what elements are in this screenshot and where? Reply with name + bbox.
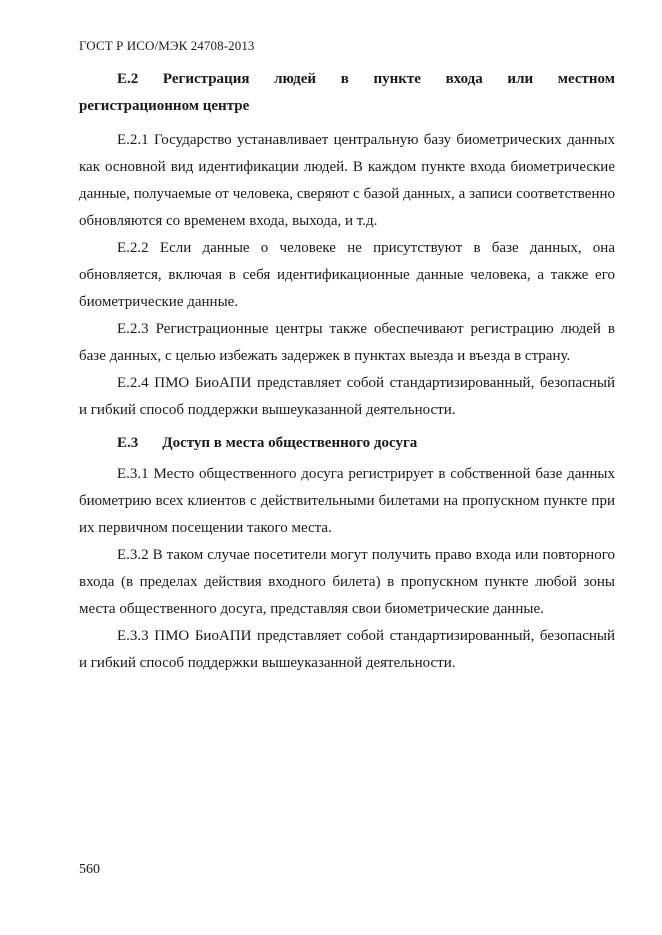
heading-word: в (340, 71, 349, 87)
heading-word: входа (445, 71, 483, 87)
heading-word: или (507, 71, 534, 87)
page-number: 560 (79, 862, 100, 877)
section-e2-heading-continued: регистрационном центре (79, 98, 250, 114)
document-content (79, 66, 615, 677)
heading-word: Регистрация (162, 71, 250, 87)
heading-word: E.2 (117, 71, 139, 87)
paragraph-e3-1: E.3.1 Место общественного досуга регистрирует в собственной базе данных биометрию всех клиентов с действительными билетами на пропускном пункте при их первичном посещении такого места. (79, 466, 615, 536)
paragraph-e3-3: E.3.3 ПМО БиоАПИ представляет собой стандартизированный, безопасный и гибкий способ поддержки вышеуказанной деятельности. (79, 628, 615, 671)
section-e3-number: E.3 (117, 435, 139, 451)
paragraph-e2-3: E.2.3 Регистрационные центры также обеспечивают регистрацию людей в базе данных, с целью избежать задержек в пунктах выезда и въезда в страну. (79, 321, 615, 364)
heading-word: людей (274, 71, 317, 87)
heading-word: местном (557, 71, 615, 87)
section-e3-heading (79, 430, 615, 457)
section-e2-heading (79, 66, 615, 93)
paragraph-e2-1: E.2.1 Государство устанавливает центральную базу биометрических данных как основной вид идентификации людей. В каждом пункте входа биометрические данные, получаемые от человека, сверяют с базой данных, а записи соответственно обновляются со временем входа, выхода, и т.д. (79, 132, 615, 229)
paragraph-e2-2: E.2.2 Если данные о человеке не присутствуют в базе данных, она обновляется, включая в себя идентификационные данные человека, а также его биометрические данные. (79, 240, 615, 310)
section-e3-title: Доступ в места общественного досуга (162, 435, 418, 451)
document-header: ГОСТ Р ИСО/МЭК 24708-2013 (79, 38, 255, 53)
paragraph-e2-4: E.2.4 ПМО БиоАПИ представляет собой стандартизированный, безопасный и гибкий способ поддержки вышеуказанной деятельности. (79, 375, 615, 418)
heading-word: пункте (373, 71, 421, 87)
paragraph-e3-2: E.3.2 В таком случае посетители могут получить право входа или повторного входа (в пределах действия входного билета) в пропускном пункте любой зоны места общественного досуга, представляя свои биометрические данные. (79, 547, 615, 617)
